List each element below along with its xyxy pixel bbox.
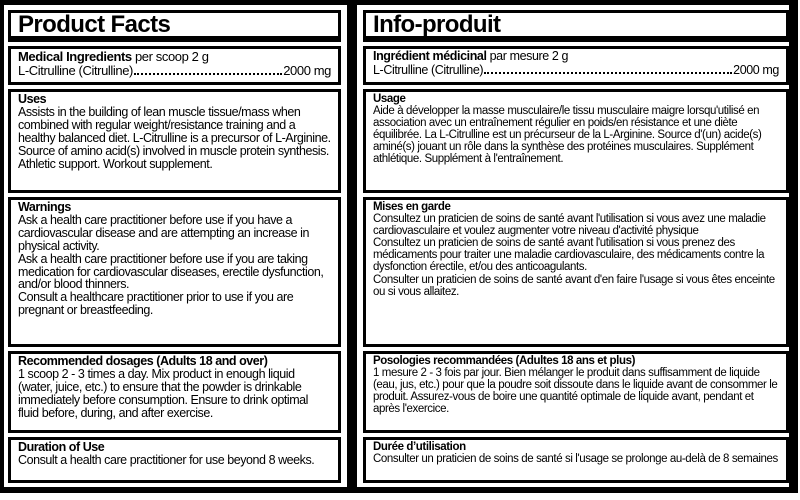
- ingredient-row-en: [18, 64, 331, 78]
- section-usage-paragraph: Aide à développer la masse musculaire/le tissu musculaire maigre lorsqu'utilisé en association avec un entraînement régulier en poids/en résistance et une diète équilibrée. La L-Citrulline est un précurseur de la L-Arginine. Source d'(un) acide(s) aminé(s) jouant un rôle dans la synthèse des protéines musculaires. Supplément athlétique. Supplément à l'entraînement.: [373, 105, 762, 166]
- section-duration-heading: Duration of Use: [18, 440, 105, 454]
- section-uses-box: [8, 89, 341, 193]
- section-mises-en-garde-paragraph-3: Consulter un praticien de soins de santé avant d'en faire l'usage si vous êtes enceinte ou si vous allaitez.: [373, 273, 775, 298]
- label-grid: [8, 10, 789, 483]
- section-mises-en-garde-box: [363, 197, 789, 347]
- section-dosages-paragraph: 1 scoop 2 - 3 times a day. Mix product in enough liquid (water, juice, etc.) to ensure that the powder is drinkable immediately before consumption. Ensure to drink optimal fluid before, during, and after exercise.: [18, 366, 308, 420]
- section-warnings-paragraph-1: Ask a health care practitioner before use if you have a cardiovascular disease and are attempting an increase in physical activity.: [18, 212, 309, 253]
- section-duree-heading: Durée d’utilisation: [373, 441, 466, 453]
- ingredients-heading-bold-fr: Ingrédient médicinal: [373, 49, 487, 63]
- section-posologies-box: [363, 351, 789, 433]
- section-usage-heading: Usage: [373, 93, 406, 105]
- panel-title-box-fr: [363, 10, 789, 42]
- section-mises-en-garde-heading: Mises en garde: [373, 201, 451, 213]
- section-uses-paragraph: Assists in the building of lean muscle tissue/mass when combined with regular weight/resistance training and a healthy balanced diet. L-Citrulline is a precursor of L-Arginine. Source of amino acid(s) involved in muscle protein synthesis. Athletic support. Workout supplement.: [18, 104, 331, 171]
- ingredients-box-fr: [363, 46, 789, 85]
- section-posologies-heading: Posologies recommandées (Adultes 18 ans et plus): [373, 355, 635, 367]
- ingredient-name-en: L-Citrulline (Citrulline): [18, 63, 133, 78]
- section-dosages-heading: Recommended dosages (Adults 18 and over): [18, 354, 268, 368]
- dot-leader-en: [134, 73, 282, 75]
- ingredient-amount-fr: 2000 mg: [733, 62, 779, 77]
- section-mises-en-garde-paragraph-2: Consultez un praticien de soins de santé avant l'utilisation si vous prenez des médicaments pour traiter une maladie cardiovasculaire, des médicaments contre la dysfonction érectile, et/ou des anticoagulants.: [373, 237, 765, 274]
- section-warnings-paragraph-2: Ask a health care practitioner before use if you are taking medication for cardiovascular diseases, erectile dysfunction, and/or blood thinners.: [18, 251, 324, 292]
- ingredient-amount-en: 2000 mg: [283, 63, 331, 78]
- ingredients-heading-bold-en: Medical Ingredients: [18, 49, 132, 64]
- ingredient-row-fr: [373, 64, 779, 78]
- section-mises-en-garde-paragraph-1: Consultez un praticien de soins de santé avant l'utilisation si vous avez une maladie cardiovasculaire et voulez augmenter votre niveau d'activité physique: [373, 213, 766, 238]
- ingredients-heading-rest-fr: par mesure 2 g: [486, 49, 569, 63]
- section-warnings-paragraph-3: Consult a healthcare practitioner prior to use if you are pregnant or breastfeeding.: [18, 290, 294, 318]
- panel-title-box-en: [8, 10, 341, 42]
- section-duree-box: [363, 437, 789, 483]
- section-warnings-box: [8, 197, 341, 347]
- ingredients-heading-rest-en: per scoop 2 g: [131, 49, 209, 64]
- ingredient-name-fr: L-Citrulline (Citrulline): [373, 62, 484, 77]
- column-divider-bar: [347, 5, 357, 487]
- ingredients-heading-fr: [373, 50, 779, 64]
- section-duration-box: [8, 437, 341, 483]
- ingredients-heading-en: [18, 50, 331, 64]
- section-duration-paragraph: Consult a health care practitioner for use beyond 8 weeks.: [18, 452, 315, 467]
- dot-leader-fr: [484, 72, 732, 74]
- section-duree-paragraph: Consulter un praticien de soins de santé si l'usage se prolonge au-delà de 8 semaines: [373, 453, 778, 466]
- panel-title-en: Product Facts: [18, 10, 171, 38]
- panel-title-fr: Info-produit: [373, 10, 501, 38]
- ingredients-box-en: [8, 46, 341, 85]
- section-uses-heading: Uses: [18, 92, 47, 106]
- section-posologies-paragraph: 1 mesure 2 - 3 fois par jour. Bien mélanger le produit dans suffisamment de liquide (eau, jus, etc.) pour que la poudre soit dissoute dans le liquide avant de consommer le produit. Assurez-vous de boire une quantité optimale de liquide avant, pendant et après l'exercice.: [373, 367, 778, 416]
- section-dosages-box: [8, 351, 341, 433]
- section-warnings-heading: Warnings: [18, 200, 71, 214]
- section-usage-box: [363, 89, 789, 193]
